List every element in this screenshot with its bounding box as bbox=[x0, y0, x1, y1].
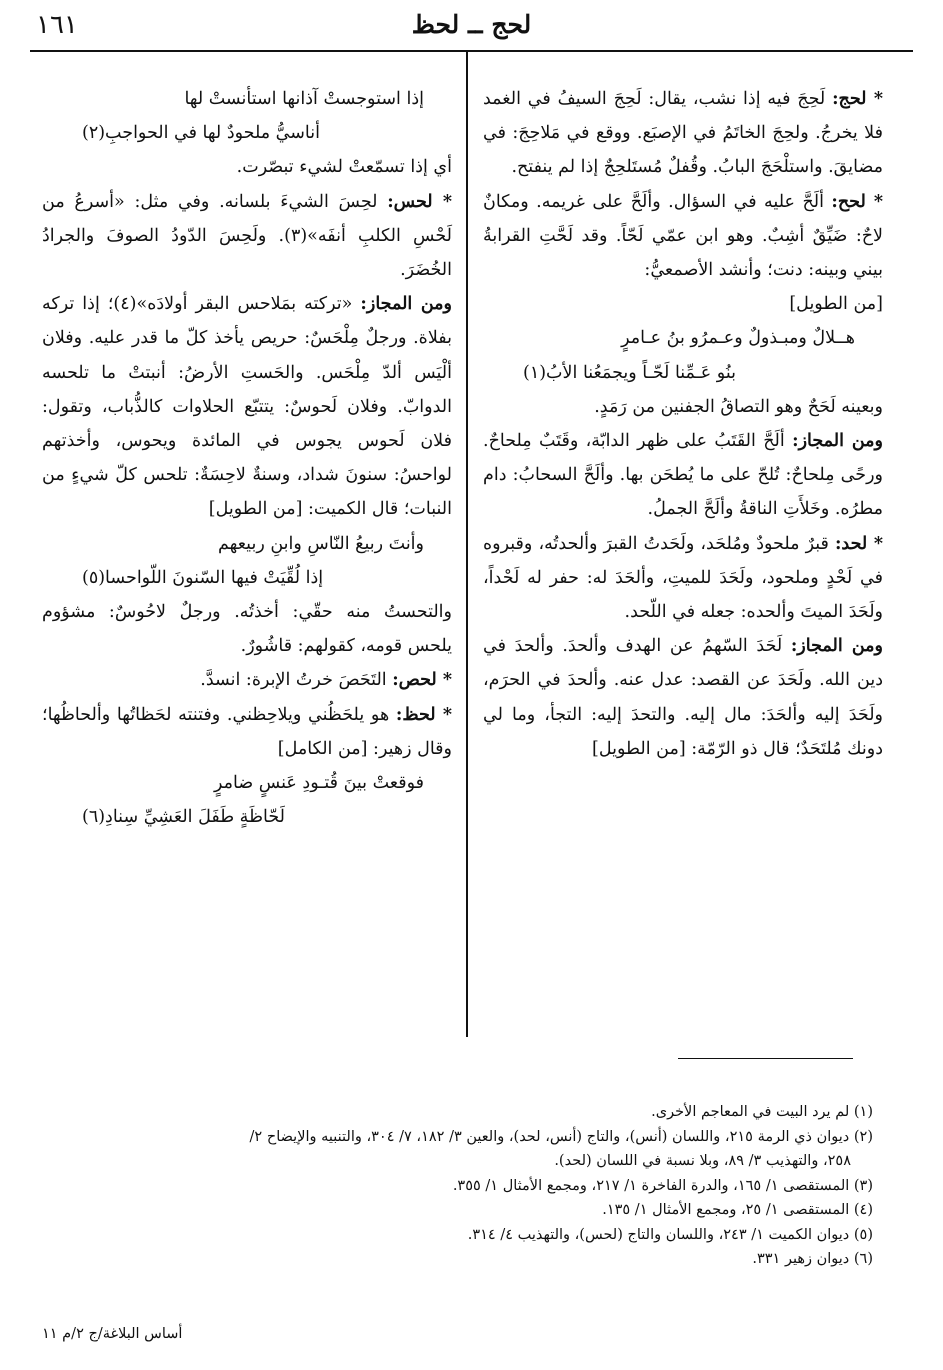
footnote-rule bbox=[678, 1058, 853, 1059]
page-title: لحج ــ لحظ bbox=[411, 10, 532, 39]
left-column bbox=[42, 82, 452, 834]
entry-headword: * لحظ: bbox=[395, 704, 453, 725]
entry-text: ألَحَّ القَتَبُ على ظهر الدابّة، وقَتَبٌ مِلحاحٌ. ورحًى مِلحاحٌ: تُلحّ على ما يُطحَن بها. وألَحَّ السحابُ: دام مطرُه. وخَلأَتِ الناقةُ وألَحَّ الجملُ. bbox=[483, 431, 883, 520]
verse-line: بنُو عَـمِّنا لَحّـاً ويجمَعُنا الأبُ(١) bbox=[523, 362, 736, 383]
paragraph bbox=[42, 663, 452, 697]
page-number: ١٦١ bbox=[36, 10, 78, 40]
entry-text: لحِسَ الشيءَ بلسانه. وفي مثل: «أسرعُ من لَحْسِ الكلبِ أنفَه»(٣). ولَحِسَ الدّودُ الصوفَ والجرادُ الخُضَرَ. bbox=[42, 191, 453, 281]
paragraph bbox=[42, 698, 452, 766]
paragraph bbox=[42, 595, 452, 663]
entry-text: وبعينه لَحَحٌ وهو التصاقُ الجفنين من رَمَدٍ. bbox=[594, 396, 883, 417]
entry-headword: * لحص: bbox=[392, 670, 452, 691]
entry-headword: * لحد: bbox=[834, 533, 883, 554]
entry-text: «تركته بمَلاحس البقر أولادَه»(٤)؛ إذا تركه بفلاة. ورجلٌ مِلْحَسٌ: حريص يأخذ كلّ ما قدر عليه. وفلان ألْيَس ألدّ مِلْحَس. والحَستِ الأرضُ: أنبتتْ ما تلحسه الدوابّ. وفلان لَحوسٌ: يتتبّع الحلاوات كالذُّباب، وتقول: فلان لَحوس يجوس في المائدة ويحوس، وأخذتهم لواحسُ: سنونَ شداد، وسنةٌ لاحِسَةٌ: تلحس كلّ شيءٍ من النبات؛ قال الكميت: [من الطويل] bbox=[42, 294, 452, 520]
footnotes bbox=[63, 1100, 873, 1272]
verse-line: أناسيُّ ملحودٌ لها في الحواجبِ(٢) bbox=[82, 123, 321, 144]
meter-label: [من الطويل] bbox=[789, 294, 883, 315]
signature-mark: أساس البلاغة/ج ٢/م ١١ bbox=[42, 1326, 183, 1342]
footnote: (٥) ديوان الكميت ١/ ٢٤٣، واللسان والتاج (لحس)، والتهذيب ٤/ ٣١٤. bbox=[467, 1226, 873, 1243]
entry-text: لَحَدَ السّهمُ عن الهدف وألحدَ. وألحدَ في دين الله. ولَحَدَ عن القصد: عدل عنه. وألحدَ في الحرَم، ولَحَدَ إليه وألحَدَ: مال إليه. والتحدَ إليه: التجأ، وما لي دونك مُلتَحَدٌ؛ قال ذو الرّمّة: [من الطويل] bbox=[483, 636, 883, 759]
entry-text: والتحستُ منه حقّي: أخذتُه. ورجلٌ لاحُوسٌ: مشؤوم يلحس قومه، كقولهم: قاشُورٌ. bbox=[42, 602, 452, 657]
entry-headword: * لحج: bbox=[832, 89, 883, 109]
footnote: (٣) المستقصى ١/ ١٦٥، والدرة الفاخرة ١/ ٢١٧، ومجمع الأمثال ١/ ٣٥٥. bbox=[452, 1177, 873, 1194]
paragraph bbox=[42, 185, 452, 288]
entry-text: قبرٌ ملحودٌ ومُلحَد، ولَحَدتُ القبرَ وألحدتُه، وقبروه في لَحْدٍ وملحود، ولَحَدَ للميتِ، وألحَدَ له: حفر له لَحْداً، ولَحَدَ الميتَ وألحده: جعله في اللّحد. bbox=[483, 533, 883, 623]
paragraph bbox=[483, 390, 883, 424]
paragraph bbox=[483, 82, 883, 185]
footnote: (٤) المستقصى ١/ ٢٥، ومجمع الأمثال ١/ ١٣٥. bbox=[602, 1202, 873, 1218]
paragraph bbox=[483, 629, 883, 766]
column-divider bbox=[466, 52, 468, 1037]
page-header bbox=[30, 10, 913, 46]
right-column bbox=[483, 82, 883, 766]
entry-text: أي إذا تسمّعتْ لشيء تبصّرت. bbox=[236, 157, 452, 178]
footnote: (٢) ديوان ذي الرمة ٢١٥، واللسان (أنس)، والتاج (أنس، لحد)، والعين ٣/ ١٨٢، ٧/ ٣٠٤، والتنبيه والإيضاح ٢/ bbox=[249, 1128, 873, 1145]
paragraph bbox=[42, 150, 452, 184]
paragraph bbox=[42, 287, 452, 526]
entry-headword: ومن المجاز: bbox=[360, 294, 452, 315]
entry-headword: ومن المجاز: bbox=[792, 431, 883, 452]
entry-text: هو يلحَظُني ويلاحِظني. وفتنته لحَظاتُها وألحاظُها؛ وقال زهير: [من الكامل] bbox=[42, 704, 452, 759]
verse-line: إذا لُقِّيَتْ فيها السّنونَ اللّواحسا(٥) bbox=[82, 567, 324, 588]
entry-text: لَحِجَ فيه إذا نشب، يقال: لَحِجَ السيفُ في الغمد فلا يخرجُ. ولحِجَ الخاتَمُ في الإصبَع. ووقع في مَلاحِجَ: في مضايقَ. واستلْحَجَ البابُ. وقُفلٌ مُستَلحِجٌ إذا لم ينفتح. bbox=[483, 89, 883, 178]
paragraph bbox=[483, 424, 883, 527]
paragraph bbox=[483, 527, 883, 630]
entry-headword: * لحح: bbox=[831, 191, 883, 212]
paragraph bbox=[483, 185, 883, 288]
verse-line: إذا استوجستْ آذانها استأنستْ لها bbox=[184, 89, 424, 109]
verse-line: فوقعتْ بينَ قُتـودِ عَنسٍ ضامرٍ bbox=[214, 773, 424, 794]
header-rule bbox=[30, 50, 913, 52]
verse-line: لَحّاظَةٍ طَفَلَ العَشِيِّ سِنادِ(٦) bbox=[82, 807, 285, 828]
footnote: (٦) ديوان زهير ٣٣١. bbox=[752, 1251, 873, 1267]
entry-text: ألَحَّ عليه في السؤال. وألَحَّ على غريمه. ومكانٌ لاحٌ: ضَيِّقٌ أشِبٌ. وهو ابن عمّي لَحّاً. وقد لَحَّتِ القرابةُ بيني وبينه: دنت؛ وأنشد الأصمعيُّ: bbox=[483, 191, 883, 281]
verse-line: هــلالٌ ومبـذولٌ وعـمرُو بنُ عـامرٍ bbox=[621, 328, 855, 349]
footnote: ٢٥٨، والتهذيب ٣/ ٨٩، وبلا نسبة في اللسان (لحد). bbox=[554, 1153, 851, 1169]
entry-headword: ومن المجاز: bbox=[790, 636, 883, 657]
entry-headword: * لحس: bbox=[387, 191, 452, 212]
verse-line: وأنتَ ربيعُ النّاسِ وابنِ ربيعهم bbox=[218, 533, 424, 554]
entry-text: التَحَصَ خرتُ الإبرة: انسدَّ. bbox=[200, 670, 393, 691]
footnote: (١) لم يرد البيت في المعاجم الأخرى. bbox=[651, 1104, 873, 1120]
